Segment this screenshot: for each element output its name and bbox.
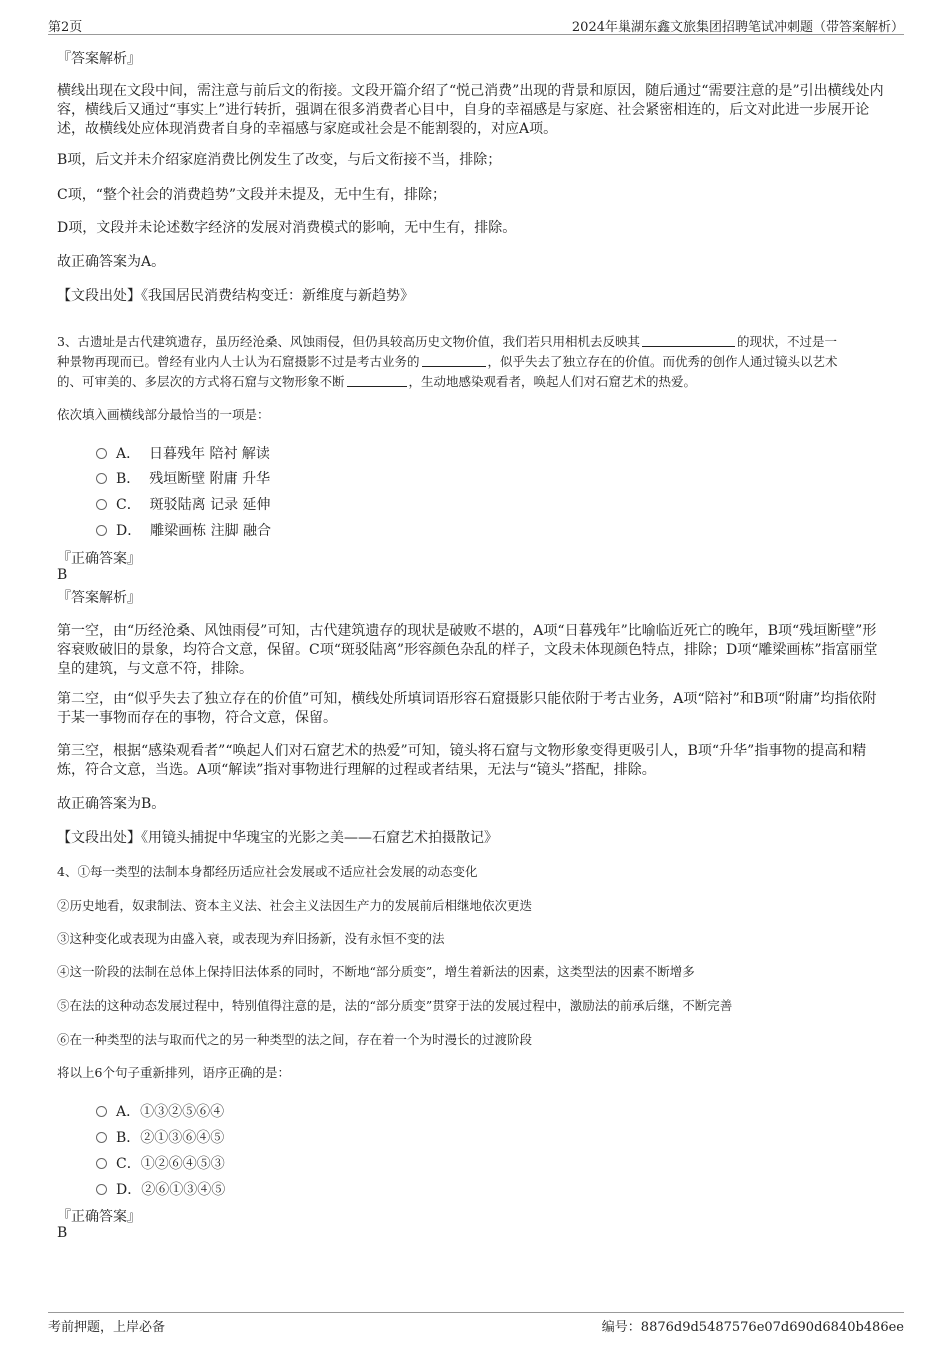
source-citation: 【文段出处】《用镜头捕捉中华瑰宝的光影之美——石窟艺术拍摄散记》 [57,830,498,846]
q4-option-a[interactable]: A．①③②⑤⑥④ [96,1101,224,1121]
q4-sentence: ⑤在法的这种动态发展过程中，特别值得注意的是，法的“部分质变”贯穿于法的发展过程中，激励法的前承后继，不断完善 [57,998,733,1013]
source-citation: 【文段出处】《我国居民消费结构变迁：新维度与新趋势》 [57,288,414,304]
q4-sentence: ②历史地看，奴隶制法、资本主义法、社会主义法因生产力的发展前后相继地依次更迭 [57,898,533,913]
q4-option-b[interactable]: B．②①③⑥④⑤ [96,1127,224,1147]
page-footer [48,1312,904,1333]
analysis-paragraph: 第三空，根据“感染观看者”“唤起人们对石窟艺术的热爱”可知，镜头将石窟与文物形象变得更吸引人，B项“升华”指事物的提高和精炼，符合文意，当选。A项“解读”指对事物进行理解的过程或者结果，无法与“镜头”搭配，排除。 [57,743,867,778]
radio-icon[interactable] [96,1158,107,1169]
analysis-paragraph: B项，后文并未介绍家庭消费比例发生了改变，与后文衔接不当，排除； [57,152,502,168]
footer-slogan: 考前押题，上岸必备 [48,1320,166,1335]
analysis-label: 『答案解析』 [57,590,141,606]
question-4-prompt: 将以上6个句子重新排列，语序正确的是： [57,1065,290,1080]
q4-sentence: 4、①每一类型的法制本身都经历适应社会发展或不适应社会发展的动态变化 [57,864,478,879]
answer-conclusion: 故正确答案为A。 [57,254,166,270]
document-serial: 编号：8876d9d5487576e07d690d6840b486ee [601,1320,904,1335]
radio-icon[interactable] [96,1106,107,1117]
question-3-prompt: 依次填入画横线部分最恰当的一项是： [57,407,270,422]
analysis-paragraph: 第一空，由“历经沧桑、风蚀雨侵”可知，古代建筑遗存的现状是破败不堪的，A项“日暮残年”比喻临近死亡的晚年，B项“残垣断壁”形容衰败破旧的景象，均符合文意，保留。C项“斑驳陆离”形容颜色杂乱的样子，文段未体现颜色特点，排除；D项“雕梁画栋”指富丽堂皇的建筑，与文意不符，排除。 [57,623,878,677]
radio-icon[interactable] [96,448,107,459]
analysis-paragraph: 横线出现在文段中间，需注意与前后文的衔接。文段开篇介绍了“悦己消费”出现的背景和原因，随后通过“需要注意的是”引出横线处内容，横线后又通过“事实上”进行转折，强调在很多消费者心目中，自身的幸福感是与家庭、社会紧密相连的，后文对此进一步展开论述，故横线处应体现消费者自身的幸福感与家庭或社会是不能割裂的，对应A项。 [57,83,884,137]
question-3-stem: 3、古遗址是古代建筑遗存，虽历经沧桑、风蚀雨侵，但仍具较高历史文物价值，我们若只用相机去反映其 的现状，不过是一 种景物再现而已。曾经有业内人士认为石窟摄影不过是考古业务的 ，似乎失去了独立存在的价值。而优秀的创作人通过镜头以艺术 的、可审美的、多层次的方式将石窟与文物形象不断 ，生动地感染观看者，唤起人们对石窟艺术的热爱。 [57,334,838,389]
q3-option-c[interactable]: C． 斑驳陆离 记录 延伸 [96,494,271,514]
page-header [48,14,904,35]
correct-answer-label: 『正确答案』 [57,551,141,567]
radio-icon[interactable] [96,525,107,536]
analysis-paragraph: C项，“整个社会的消费趋势”文段并未提及，无中生有，排除； [57,187,447,203]
q3-option-d[interactable]: D． 雕梁画栋 注脚 融合 [96,520,271,540]
correct-answer-label: 『正确答案』 [57,1209,141,1225]
radio-icon[interactable] [96,1184,107,1195]
q4-sentence: ⑥在一种类型的法与取而代之的另一种类型的法之间，存在着一个为时漫长的过渡阶段 [57,1032,533,1047]
blank-2 [422,354,486,367]
q4-option-c[interactable]: C．①②⑥④⑤③ [96,1153,225,1173]
analysis-label: 『答案解析』 [57,51,141,67]
q3-option-b[interactable]: B． 残垣断壁 附庸 升华 [96,468,270,488]
blank-3 [347,374,407,387]
analysis-paragraph: D项，文段并未论述数字经济的发展对消费模式的影响，无中生有，排除。 [57,220,517,236]
radio-icon[interactable] [96,473,107,484]
radio-icon[interactable] [96,499,107,510]
blank-1 [642,334,735,347]
page-number: 第2页 [48,20,83,35]
correct-answer: B [57,567,68,583]
correct-answer: B [57,1225,68,1241]
q4-sentence: ③这种变化或表现为由盛入衰，或表现为弃旧扬新，没有永恒不变的法 [57,931,445,946]
q4-option-d[interactable]: D．②⑥①③④⑤ [96,1179,225,1199]
q3-option-a[interactable]: A． 日暮残年 陪衬 解读 [96,443,270,463]
q4-sentence: ④这一阶段的法制在总体上保持旧法体系的同时，不断地“部分质变”，增生着新法的因素，这类型法的因素不断增多 [57,964,695,979]
analysis-paragraph: 第二空，由“似乎失去了独立存在的价值”可知，横线处所填词语形容石窟摄影只能依附于考古业务，A项“陪衬”和B项“附庸”均指依附于某一事物而存在的事物，符合文意，保留。 [57,691,877,726]
radio-icon[interactable] [96,1132,107,1143]
document-title: 2024年巢湖东鑫文旅集团招聘笔试冲刺题（带答案解析） [571,20,904,35]
answer-conclusion: 故正确答案为B。 [57,796,166,812]
